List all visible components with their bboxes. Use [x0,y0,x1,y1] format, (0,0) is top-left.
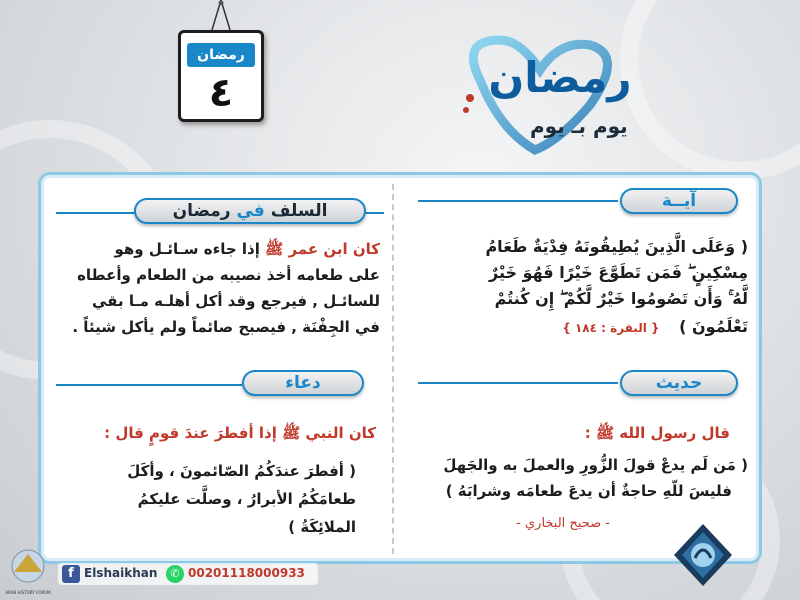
hadith-lead [400,420,730,446]
facebook-icon[interactable]: f [62,565,80,583]
salaf-line-3: للسائـل , فيرجع وقد أكل أهلـه مـا بقي [92,292,380,310]
dua-line-3: الملائِكَةُ ) [288,518,356,536]
ayah-line-4 [400,314,748,341]
dua-line-2: طعامَكُمُ الأبرارُ ، وصلَّت عليكمُ [137,490,356,508]
ayah-line-2: مِسْكِينٍ ۖ فَمَن تَطَوَّعَ خَيْرًا فَهُوَ خَيْرٌ [488,263,748,282]
section-line [418,200,618,202]
ayah-line-3: لَّهُ ۚ وَأَن تَصُومُوا خَيْرٌ لَّكُمْ ۖ إِن كُنتُمْ [494,289,748,308]
salaf-line-1-rest: إذا جاءه سـائـل وهو [114,240,260,258]
section-title-ayah: آيــة [620,188,738,214]
salaf-line-4: في الجِفْنَة , فيصبح صائماً ولم يأكل شيئاً . [72,318,380,336]
hadith-line-2: فليسَ للّهِ حاجةٌ أن يدعَ طعامَه وشرابَهُ ) [445,482,732,500]
calendar-day: ٤ [208,70,234,116]
whatsapp-number[interactable]: 00201118000933 [188,566,305,580]
ramadan-logo [440,20,670,160]
logo-subtitle: يوم بـ يوم [530,114,628,138]
facebook-name[interactable]: Elshaikhan [84,566,158,580]
ayah-reference: { البقرة : ١٨٤ } [562,321,660,335]
dua-lead [46,420,376,446]
section-line [56,384,242,386]
logo-text: رمضان [488,53,632,102]
channel-emblem [670,522,736,588]
salaf-line-2: على طعامه أخذ نصيبه من الطعام وأعطاه [77,266,380,284]
dua-lead-part2: إذا أفطرَ عندَ قومٍ قال : [104,424,277,442]
salaf-lead: كان ابن عمر ﷺ [265,240,380,258]
calendar-card [178,30,264,122]
dua-line-1: ( أفطرَ عندَكُمُ الصّائمونَ ، وأكَلَ [127,462,356,480]
section-title-salaf: السلف في رمضان [134,198,366,224]
section-title-dua: دعاء [242,370,364,396]
section-line [364,212,384,214]
section-title-hadith: حديث [620,370,738,396]
calendar-month: رمضان [187,43,255,67]
dua-lead-part1: كان النبي ﷺ [282,424,376,442]
salaf-line-1 [46,236,380,262]
ayah-line-4-text: تَعْلَمُونَ ) [679,317,748,336]
section-line [56,212,136,214]
column-divider [392,184,394,554]
ayah-line-1: ( وَعَلَى الَّذِينَ يُطِيقُونَهُ فِدْيَةٌ طَعَامُ [485,237,748,256]
hadith-lead-text: قال رسول الله ﷺ : [584,424,730,442]
hadith-line-1: ( مَن لَم يدعْ قولَ الزُّورِ والعملَ به والجَهلَ [443,456,748,474]
hadith-source: - صحيح البخاري - [516,516,610,531]
forum-logo [4,546,52,600]
whatsapp-icon[interactable]: ✆ [166,565,184,583]
forum-logo-text: ARAB HISTORY FORUM [5,590,51,595]
section-line [418,382,618,384]
calendar-hanger [210,0,232,32]
